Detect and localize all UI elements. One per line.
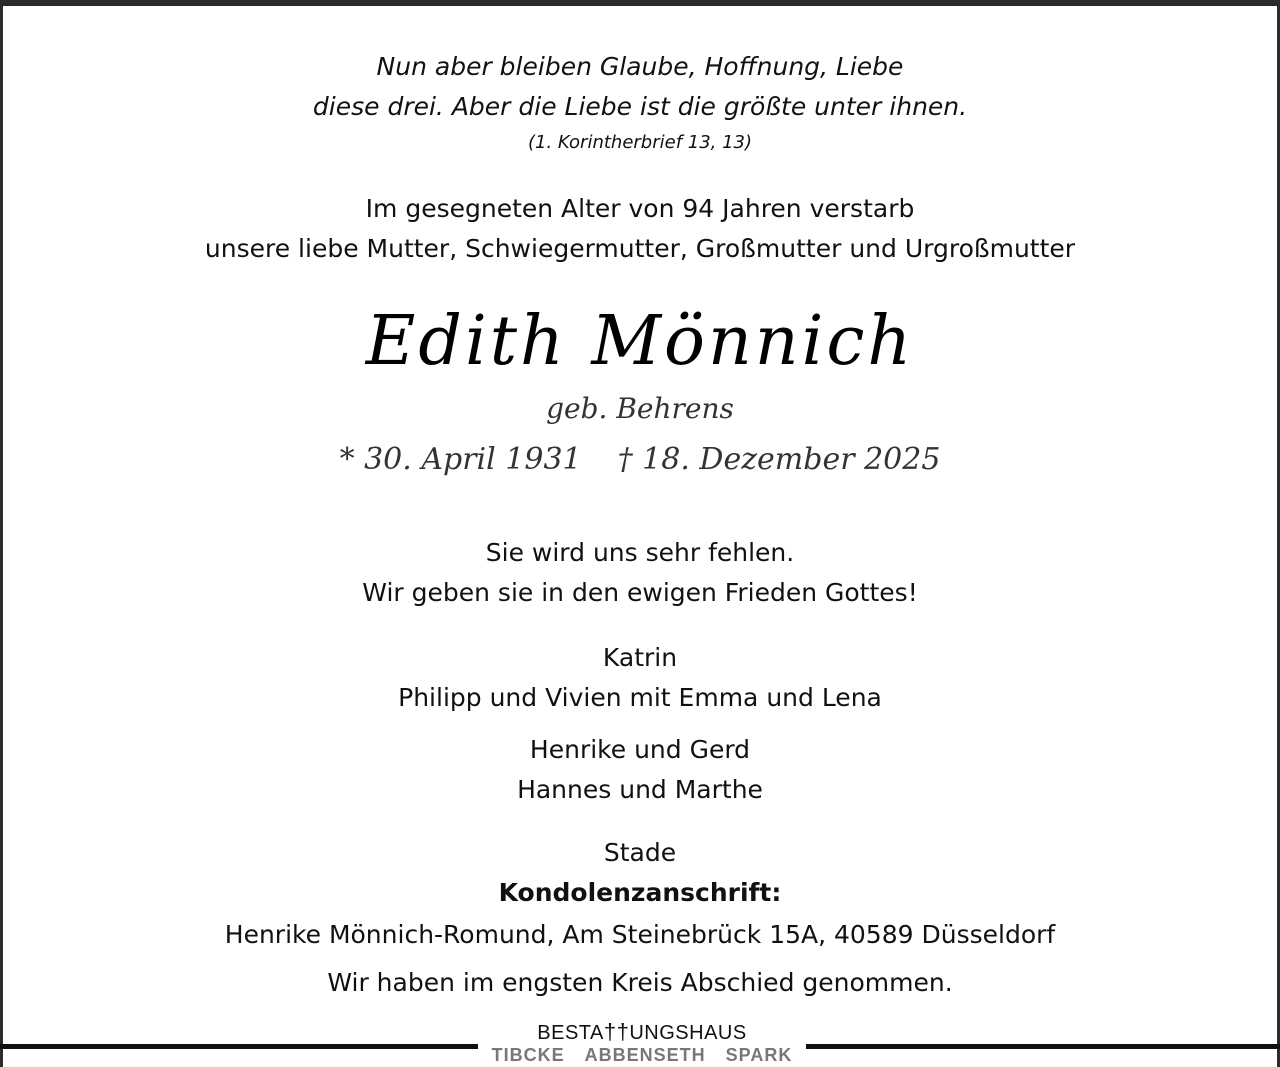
bottom-rule-left xyxy=(0,1044,478,1049)
funeral-home-logo xyxy=(478,1019,806,1067)
verse-line-2: diese drei. Aber die Liebe ist die größte unter ihnen. xyxy=(312,92,968,121)
mourner-line: Philipp und Vivien mit Emma und Lena xyxy=(398,683,882,712)
mourner-line: Katrin xyxy=(602,643,678,672)
closing-line: Wir haben im engsten Kreis Abschied genommen. xyxy=(327,968,953,997)
verse-reference: (1. Korintherbrief 13, 13) xyxy=(527,132,753,153)
mourner-line: Hannes und Marthe xyxy=(517,775,763,804)
message-line-1: Sie wird uns sehr fehlen. xyxy=(485,538,795,567)
condolence-address: Henrike Mönnich-Romund, Am Steinebrück 15A, 40589 Düsseldorf xyxy=(224,920,1056,949)
cross-icon: †† xyxy=(603,1019,630,1044)
message-line-2: Wir geben sie in den ewigen Frieden Gottes! xyxy=(362,578,918,607)
place: Stade xyxy=(603,838,677,867)
deceased-name: Edith Mönnich xyxy=(365,302,915,381)
condolence-label: Kondolenzanschrift: xyxy=(498,878,782,907)
bottom-rule-right xyxy=(806,1044,1280,1049)
intro-line-1: Im gesegneten Alter von 94 Jahren verstarb xyxy=(365,194,915,223)
birth-date: * 30. April 1931 xyxy=(339,442,582,477)
death-date: † 18. Dezember 2025 xyxy=(617,442,941,477)
funeral-home-names: TIBCKE ABBENSETH SPARK xyxy=(491,1045,793,1065)
mourner-line: Henrike und Gerd xyxy=(529,735,751,764)
verse-line-1: Nun aber bleiben Glaube, Hoffnung, Liebe xyxy=(376,52,904,81)
funeral-home-title: BESTA††UNGSHAUS xyxy=(537,1019,747,1044)
maiden-name: geb. Behrens xyxy=(546,392,734,425)
intro-line-2: unsere liebe Mutter, Schwiegermutter, Großmutter und Urgroßmutter xyxy=(204,234,1076,263)
life-dates xyxy=(0,442,1280,477)
